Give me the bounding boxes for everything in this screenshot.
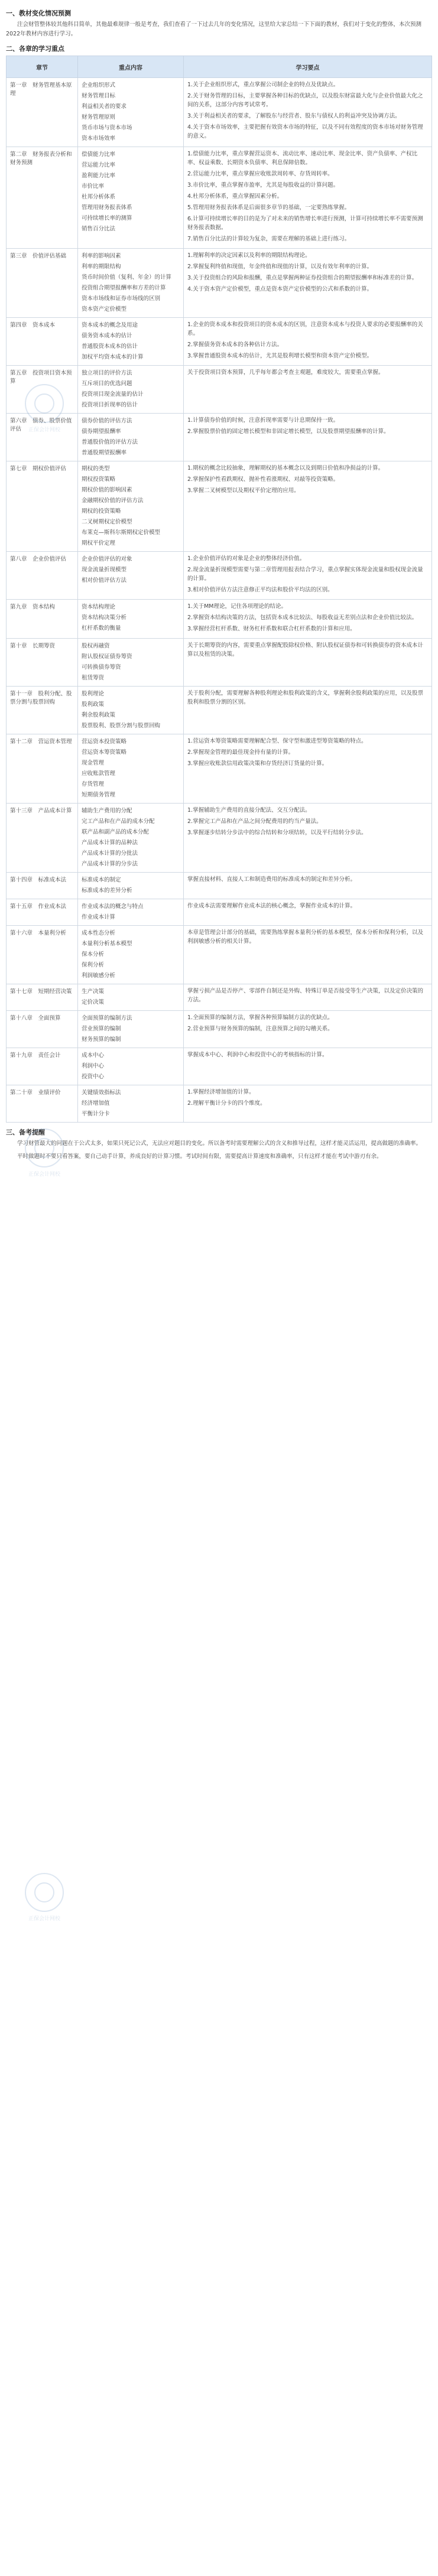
study-point-item: 1.企业价值评估的对象是企业的整体经济价值。 bbox=[187, 555, 306, 562]
key-content-item: 联产品和副产品的成本分配 bbox=[82, 829, 150, 835]
study-point-item: 掌握亏损产品是否停产、零部件自制还是外购、特殊订单是否接受等生产决策，以及定价决策的方法。 bbox=[187, 988, 424, 1003]
watermark-text: 正保会计网校 bbox=[28, 427, 60, 433]
key-content-item: 生产决策 bbox=[82, 988, 105, 995]
chapter-cell: 第六章 债券、股票价值评估 bbox=[7, 414, 78, 461]
study-point-item: 3.掌握经营杠杆系数、财务杠杆系数和联合杠杆系数的计算和应用。 bbox=[187, 626, 356, 632]
study-point-item: 2.掌握股票价值的固定增长模型和非固定增长模型，以及股票期望报酬率的计算。 bbox=[187, 428, 390, 435]
key-content-item: 保本分析 bbox=[82, 951, 105, 958]
chapter-cell: 第二十章 业绩评价 bbox=[7, 1085, 78, 1123]
study-point-item: 关于股利分配，需要理解各种股利理论和股利政策的含义，掌握剩余股利政策的应用，以及股票股利和股票分割的区别。 bbox=[187, 690, 424, 705]
study-point-item: 1.掌握辅助生产费用的直接分配法、交互分配法。 bbox=[187, 807, 311, 814]
section-title-forecast: 一、教材变化情况预测 bbox=[6, 9, 71, 17]
key-content-item: 可持续增长率的测算 bbox=[82, 215, 132, 222]
key-content-item: 资本资产定价模型 bbox=[82, 306, 127, 313]
chapter-cell: 第二章 财务报表分析和财务预测 bbox=[7, 147, 78, 249]
key-content-item: 投资项目现金流量的估计 bbox=[82, 391, 144, 398]
table-row bbox=[7, 1085, 432, 1123]
study-point-item: 3.掌握二叉树模型以及期权平价定理的应用。 bbox=[187, 487, 300, 494]
key-content-item: 标准成本的制定 bbox=[82, 877, 121, 883]
key-content-item: 资本结构决策分析 bbox=[82, 614, 127, 621]
chapter-cell: 第十一章 股利分配、股票分割与股票回购 bbox=[7, 687, 78, 734]
key-content-item: 营业预算的编制 bbox=[82, 1026, 121, 1032]
study-points-cell bbox=[184, 687, 432, 734]
study-point-item: 关于长期筹资的内容，需要重点掌握配股除权价格、附认股权证债券和可转换债券的资本成本计算以及租赁的决策。 bbox=[187, 642, 424, 658]
key-content-item: 剩余股利政策 bbox=[82, 712, 116, 718]
key-content-cell bbox=[78, 1011, 184, 1048]
chapter-cell: 第十二章 营运资本管理 bbox=[7, 734, 78, 804]
study-point-item: 3.相对价值评估方法注意修正平均法和股价平均法的区别。 bbox=[187, 587, 333, 593]
watermark-text: 正保会计网校 bbox=[28, 1916, 60, 1922]
key-content-item: 二叉树期权定价模型 bbox=[82, 519, 132, 525]
key-content-item: 保利分析 bbox=[82, 962, 105, 968]
study-points-cell bbox=[184, 1011, 432, 1048]
chapter-cell: 第十七章 短期经营决策 bbox=[7, 984, 78, 1011]
study-point-item: 3.关于投资组合的风险和报酬，重点是掌握两种证券投资组合的期望报酬率和标准差的计算。 bbox=[187, 275, 418, 281]
study-points-cell bbox=[184, 804, 432, 873]
study-point-item: 2.理解平衡计分卡的四个维度。 bbox=[187, 1100, 266, 1107]
study-point-item: 2.现金流量折现模型需要与第二章管理用报表结合学习，重点掌握实体现金流量和股权现金流量的计算。 bbox=[187, 567, 423, 582]
key-content-item: 布莱克—斯科尔斯期权定价模型 bbox=[82, 529, 161, 536]
key-content-item: 成本性态分析 bbox=[82, 930, 116, 936]
key-content-item: 资本成本的概念及用途 bbox=[82, 322, 138, 328]
watermark-icon bbox=[25, 384, 64, 423]
study-point-item: 1.企业的资本成本和投资项目的资本成本的区别，注意资本成本与投资人要求的必要报酬率的关系。 bbox=[187, 321, 423, 337]
study-point-item: 作业成本法需要理解作业成本法的核心概念，掌握作业成本的计算。 bbox=[187, 903, 356, 909]
key-content-item: 租赁筹资 bbox=[82, 675, 105, 681]
key-content-item: 市价比率 bbox=[82, 183, 105, 190]
table-row bbox=[7, 249, 432, 318]
key-content-cell bbox=[78, 318, 184, 366]
key-content-cell bbox=[78, 734, 184, 804]
key-content-cell bbox=[78, 147, 184, 249]
key-content-item: 现金管理 bbox=[82, 760, 105, 766]
key-content-item: 盈利能力比率 bbox=[82, 173, 116, 179]
key-content-item: 金融期权价值的评估方法 bbox=[82, 497, 144, 504]
key-content-item: 财务管理目标 bbox=[82, 93, 116, 99]
key-content-item: 期权的投资策略 bbox=[82, 508, 121, 515]
key-content-item: 利润敏感分析 bbox=[82, 972, 116, 979]
key-content-item: 期权平价定理 bbox=[82, 540, 116, 547]
key-content-item: 偿债能力比率 bbox=[82, 151, 116, 158]
key-content-item: 产品成本计算的品种法 bbox=[82, 840, 138, 846]
key-content-item: 加权平均资本成本的计算 bbox=[82, 354, 144, 360]
key-content-item: 独立项目的评价方法 bbox=[82, 370, 132, 376]
study-point-item: 2.营业预算与财务预算的编制，注意预算之间的勾稽关系。 bbox=[187, 1026, 333, 1032]
table-body bbox=[7, 78, 432, 1123]
table-row bbox=[7, 78, 432, 147]
key-content-cell bbox=[78, 926, 184, 984]
section-title-reminder: 三、备考提醒 bbox=[6, 1128, 45, 1136]
chapter-cell: 第一章 财务管理基本原理 bbox=[7, 78, 78, 147]
key-content-item: 营运能力比率 bbox=[82, 162, 116, 168]
key-content-item: 利率的影响因素 bbox=[82, 253, 121, 259]
key-content-item: 完工产品和在产品的成本分配 bbox=[82, 818, 155, 825]
chapter-cell: 第四章 资本成本 bbox=[7, 318, 78, 366]
table-row bbox=[7, 926, 432, 984]
key-content-item: 全面预算的编制方法 bbox=[82, 1015, 132, 1022]
key-content-item: 普通股资本成本的估计 bbox=[82, 343, 138, 350]
key-content-item: 普通股期望报酬率 bbox=[82, 450, 127, 456]
key-content-item: 股利理论 bbox=[82, 691, 105, 697]
key-content-item: 财务管理原则 bbox=[82, 114, 116, 121]
study-points-cell bbox=[184, 1048, 432, 1085]
key-content-item: 应收账款管理 bbox=[82, 770, 116, 777]
chapter-cell: 第十八章 全面预算 bbox=[7, 1011, 78, 1048]
key-content-item: 债券价值的评估方法 bbox=[82, 418, 132, 424]
study-point-item: 1.营运资本筹资策略需要理解配合型、保守型和激进型筹资策略的特点。 bbox=[187, 738, 367, 744]
key-content-item: 财务预算的编制 bbox=[82, 1036, 121, 1043]
key-content-cell bbox=[78, 414, 184, 461]
study-points-cell bbox=[184, 366, 432, 414]
study-points-cell bbox=[184, 639, 432, 687]
study-point-item: 3.掌握应收账款信用政策决策和存货经济订货量的计算。 bbox=[187, 760, 328, 767]
key-content-item: 经济增加值 bbox=[82, 1100, 110, 1107]
key-content-item: 利润中心 bbox=[82, 1063, 105, 1069]
header-study-points: 学习要点 bbox=[184, 56, 432, 78]
key-content-item: 期权价值的影响因素 bbox=[82, 487, 132, 493]
table-row bbox=[7, 147, 432, 249]
study-point-item: 2.掌握现金管理的最佳现金持有量的计算。 bbox=[187, 749, 294, 756]
key-content-cell bbox=[78, 639, 184, 687]
key-content-item: 产品成本计算的分步法 bbox=[82, 861, 138, 867]
key-content-cell bbox=[78, 984, 184, 1011]
study-points-cell bbox=[184, 249, 432, 318]
study-point-item: 4.杜邦分析体系，重点掌握因素分析。 bbox=[187, 193, 283, 200]
section-title-key-points: 二、各章的学习重点 bbox=[6, 45, 64, 53]
study-points-cell bbox=[184, 600, 432, 639]
table-row bbox=[7, 318, 432, 366]
study-points-cell bbox=[184, 414, 432, 461]
study-point-item: 2.营运能力比率，重点掌握应收账款周转率、存货周转率。 bbox=[187, 171, 333, 177]
table-row bbox=[7, 873, 432, 899]
key-content-item: 管理用财务报表体系 bbox=[82, 204, 132, 211]
key-content-item: 期权投资策略 bbox=[82, 476, 116, 483]
key-content-item: 资本结构理论 bbox=[82, 604, 116, 610]
key-content-cell bbox=[78, 78, 184, 147]
key-content-item: 销售百分比法 bbox=[82, 226, 116, 232]
study-point-item: 4.关于资本市场效率，主要把握有效资本市场的特征，以及不同有效程度的资本市场对财务管理的意义。 bbox=[187, 124, 423, 139]
study-point-item: 2.关于财务管理的目标，主要掌握各种目标的优缺点，以及股东财富最大化与企业价值最大化之间的关系，这部分内容考试常考。 bbox=[187, 93, 423, 108]
study-point-item: 7.销售百分比法的计算较为复杂，需要在理解的基础上进行练习。 bbox=[187, 236, 351, 242]
chapter-cell: 第八章 企业价值评估 bbox=[7, 552, 78, 600]
watermark-icon bbox=[25, 1873, 64, 1912]
table-row bbox=[7, 804, 432, 873]
study-plan-table bbox=[6, 56, 432, 1123]
chapter-cell: 第十三章 产品成本计算 bbox=[7, 804, 78, 873]
key-content-cell bbox=[78, 366, 184, 414]
table-row bbox=[7, 1011, 432, 1048]
study-points-cell bbox=[184, 552, 432, 600]
study-point-item: 2.掌握债务资本成本的各种估计方法。 bbox=[187, 341, 283, 348]
study-point-item: 6.计算可持续增长率的目的是为了对未来的销售增长率进行预测，计算可持续增长率不需要预测财务报表数据。 bbox=[187, 216, 423, 231]
key-content-item: 利率的期限结构 bbox=[82, 264, 121, 270]
key-content-item: 投资项目折现率的估计 bbox=[82, 402, 138, 408]
key-content-item: 标准成本的差异分析 bbox=[82, 887, 132, 894]
key-content-item: 成本中心 bbox=[82, 1052, 105, 1059]
reminder-paragraph-1: 学习财管最大的问题在于公式太多，如果只死记公式，无法应对题目的变化。所以备考时需要理解公式的含义和推导过程，这样才能灵活运用，提高做题的准确率。 bbox=[17, 1140, 422, 1147]
key-content-item: 普通股价值的评估方法 bbox=[82, 439, 138, 445]
watermark-logo bbox=[6, 1123, 83, 1199]
study-point-item: 1.全面预算的编制方法，掌握各种预算编制方法的优缺点。 bbox=[187, 1014, 333, 1021]
key-content-item: 现金流量折现模型 bbox=[82, 567, 127, 573]
study-point-item: 1.关于企业组织形式，重点掌握公司制企业的特点及优缺点。 bbox=[187, 82, 339, 88]
key-content-item: 投资中心 bbox=[82, 1074, 105, 1080]
key-content-item: 附认股权证债券筹资 bbox=[82, 653, 132, 660]
key-content-item: 杠杆系数的衡量 bbox=[82, 625, 121, 632]
table-header-row bbox=[7, 56, 432, 78]
key-content-cell bbox=[78, 1048, 184, 1085]
chapter-cell: 第十四章 标准成本法 bbox=[7, 873, 78, 899]
key-content-item: 资本市场效率 bbox=[82, 135, 116, 142]
table-row bbox=[7, 461, 432, 552]
key-content-cell bbox=[78, 804, 184, 873]
key-content-item: 货币市场与资本市场 bbox=[82, 125, 132, 131]
key-content-item: 货币时间价值（复利、年金）的计算 bbox=[82, 274, 172, 281]
table-row bbox=[7, 984, 432, 1011]
study-point-item: 3.掌握逐步结转分步法中的综合结转和分项结转，以及平行结转分步法。 bbox=[187, 830, 367, 836]
key-content-item: 作业成本法的概念与特点 bbox=[82, 903, 144, 910]
study-point-item: 1.期权的概念比较抽象，理解期权的基本概念以及到期日价值和净损益的计算。 bbox=[187, 465, 384, 471]
table-row bbox=[7, 600, 432, 639]
study-point-item: 1.理解利率的决定因素以及利率的期限结构理论。 bbox=[187, 252, 311, 259]
reminder-paragraph-2: 平时做题时不要只看答案，要自己动手计算，养成良好的计算习惯。考试时间有限，需要提高计算速度和准确率，只有这样才能在考试中游刃有余。 bbox=[17, 1153, 382, 1160]
chapter-cell: 第十章 长期筹资 bbox=[7, 639, 78, 687]
study-point-item: 本章是管理会计部分的基础，需要熟练掌握本量利分析的基本模型，保本分析和保利分析，以及利润敏感分析的相关计算。 bbox=[187, 929, 424, 945]
chapter-cell: 第十五章 作业成本法 bbox=[7, 899, 78, 926]
chapter-cell: 第三章 价值评估基础 bbox=[7, 249, 78, 318]
study-point-item: 2.掌握复利终值和现值，年金终值和现值的计算，以及有效年利率的计算。 bbox=[187, 264, 373, 270]
key-content-item: 企业组织形式 bbox=[82, 82, 116, 89]
chapter-cell: 第十九章 责任会计 bbox=[7, 1048, 78, 1085]
key-content-item: 营运资本投资策略 bbox=[82, 739, 127, 745]
key-content-item: 股利政策 bbox=[82, 701, 105, 708]
key-content-item: 利益相关者的要求 bbox=[82, 103, 127, 110]
study-point-item: 2.掌握资本结构决策的方法，包括资本成本比较法、每股收益无差别点法和企业价值比较法。 bbox=[187, 614, 418, 621]
study-point-item: 5.管理用财务报表体系是后面很多章节的基础，一定要熟练掌握。 bbox=[187, 204, 351, 211]
forecast-paragraph: 注会财管整体较其他科目简单，其他最难规律一般是考查，我们查看了一下过去几年的变化情况，这里给大家总结一下下面的教材，我们对于变化的整体，本次预测2022年教材内容进行学习。 bbox=[6, 21, 422, 37]
study-points-cell bbox=[184, 734, 432, 804]
key-content-item: 关键绩效指标法 bbox=[82, 1089, 121, 1096]
watermark-icon bbox=[25, 1128, 64, 1167]
study-points-cell bbox=[184, 984, 432, 1011]
key-content-item: 杜邦分析体系 bbox=[82, 194, 116, 200]
key-content-item: 相对价值评估方法 bbox=[82, 577, 127, 584]
key-content-cell bbox=[78, 249, 184, 318]
table-row bbox=[7, 734, 432, 804]
study-point-item: 3.市价比率，重点掌握市盈率，尤其是每股收益的计算问题。 bbox=[187, 182, 339, 188]
chapter-cell: 第十六章 本量利分析 bbox=[7, 926, 78, 984]
key-content-item: 投资组合期望报酬率和方差的计算 bbox=[82, 285, 166, 291]
chapter-cell: 第九章 资本结构 bbox=[7, 600, 78, 639]
key-content-item: 产品成本计算的分批法 bbox=[82, 850, 138, 857]
key-content-item: 债券期望报酬率 bbox=[82, 428, 121, 435]
table-row bbox=[7, 687, 432, 734]
key-content-cell bbox=[78, 600, 184, 639]
study-point-item: 4.关于资本资产定价模型，重点是资本资产定价模型的公式和系数的计算。 bbox=[187, 286, 373, 292]
key-content-item: 辅助生产费用的分配 bbox=[82, 808, 132, 814]
study-points-cell bbox=[184, 899, 432, 926]
table-row bbox=[7, 1048, 432, 1085]
watermark-text: 正保会计网校 bbox=[28, 1172, 60, 1178]
header-key-content: 重点内容 bbox=[78, 56, 184, 78]
key-content-cell bbox=[78, 1085, 184, 1123]
study-point-item: 3.关于利益相关者的要求，了解股东与经营者、股东与债权人的利益冲突及协调方法。 bbox=[187, 113, 401, 119]
chapter-cell: 第七章 期权价值评估 bbox=[7, 461, 78, 552]
header-chapter: 章节 bbox=[7, 56, 78, 78]
key-content-item: 短期债务管理 bbox=[82, 792, 116, 798]
key-content-cell bbox=[78, 873, 184, 899]
key-content-item: 可转换债券筹资 bbox=[82, 664, 121, 671]
study-points-cell bbox=[184, 318, 432, 366]
key-content-cell bbox=[78, 687, 184, 734]
key-content-item: 期权的类型 bbox=[82, 466, 110, 472]
key-content-cell bbox=[78, 461, 184, 552]
key-content-item: 资本市场线和证券市场线的区别 bbox=[82, 295, 161, 302]
key-content-item: 存货管理 bbox=[82, 781, 105, 788]
study-points-cell bbox=[184, 461, 432, 552]
study-point-item: 1.偿债能力比率，重点掌握营运资本、流动比率、速动比率、现金比率、资产负债率、产权比率、权益乘数、长期资本负债率、利息保障倍数。 bbox=[187, 151, 418, 166]
table-row bbox=[7, 899, 432, 926]
study-point-item: 3.掌握普通股资本成本的估计，尤其是股利增长模型和资本资产定价模型。 bbox=[187, 353, 373, 359]
table-row bbox=[7, 639, 432, 687]
key-content-item: 债务资本成本的估计 bbox=[82, 333, 132, 339]
key-content-item: 本量利分析基本模型 bbox=[82, 941, 132, 947]
study-point-item: 掌握成本中心、利润中心和投资中心的考核指标的计算。 bbox=[187, 1052, 328, 1058]
study-point-item: 1.关于MM理论，记住各项理论的结论。 bbox=[187, 603, 287, 610]
key-content-item: 企业价值评估的对象 bbox=[82, 556, 132, 562]
watermark-logo bbox=[6, 1867, 83, 1944]
key-content-item: 互斥项目的优选问题 bbox=[82, 380, 132, 387]
table-row bbox=[7, 552, 432, 600]
study-points-cell bbox=[184, 873, 432, 899]
key-content-cell bbox=[78, 899, 184, 926]
chapter-cell: 第五章 投资项目资本预算 bbox=[7, 366, 78, 414]
key-content-item: 股权再融资 bbox=[82, 643, 110, 649]
study-point-item: 1.计算债券价值的时候，注意折现率需要与计息期保持一致。 bbox=[187, 417, 339, 424]
key-content-cell bbox=[78, 552, 184, 600]
study-point-item: 掌握直接材料、直接人工和制造费用的标准成本的制定和差异分析。 bbox=[187, 876, 356, 883]
key-content-item: 定价决策 bbox=[82, 999, 105, 1006]
key-content-item: 营运资本筹资策略 bbox=[82, 749, 127, 756]
study-points-cell bbox=[184, 147, 432, 249]
study-point-item: 2.掌握完工产品和在产品之间分配费用的约当产量法。 bbox=[187, 818, 322, 825]
study-points-cell bbox=[184, 78, 432, 147]
key-content-item: 作业成本计算 bbox=[82, 914, 116, 921]
key-content-item: 股票股利、股票分割与股票回购 bbox=[82, 723, 161, 729]
key-content-item: 平衡计分卡 bbox=[82, 1111, 110, 1117]
watermark-logo bbox=[6, 378, 83, 455]
study-points-cell bbox=[184, 1085, 432, 1123]
study-point-item: 2.掌握保护性看跌期权、抛补性看涨期权、对敲等投资策略。 bbox=[187, 476, 339, 483]
study-point-item: 关于投资项目资本预算，几乎每年都会考查主观题，难度较大，需要重点掌握。 bbox=[187, 369, 384, 376]
study-point-item: 1.掌握经济增加值的计算。 bbox=[187, 1089, 255, 1095]
study-points-cell bbox=[184, 926, 432, 984]
